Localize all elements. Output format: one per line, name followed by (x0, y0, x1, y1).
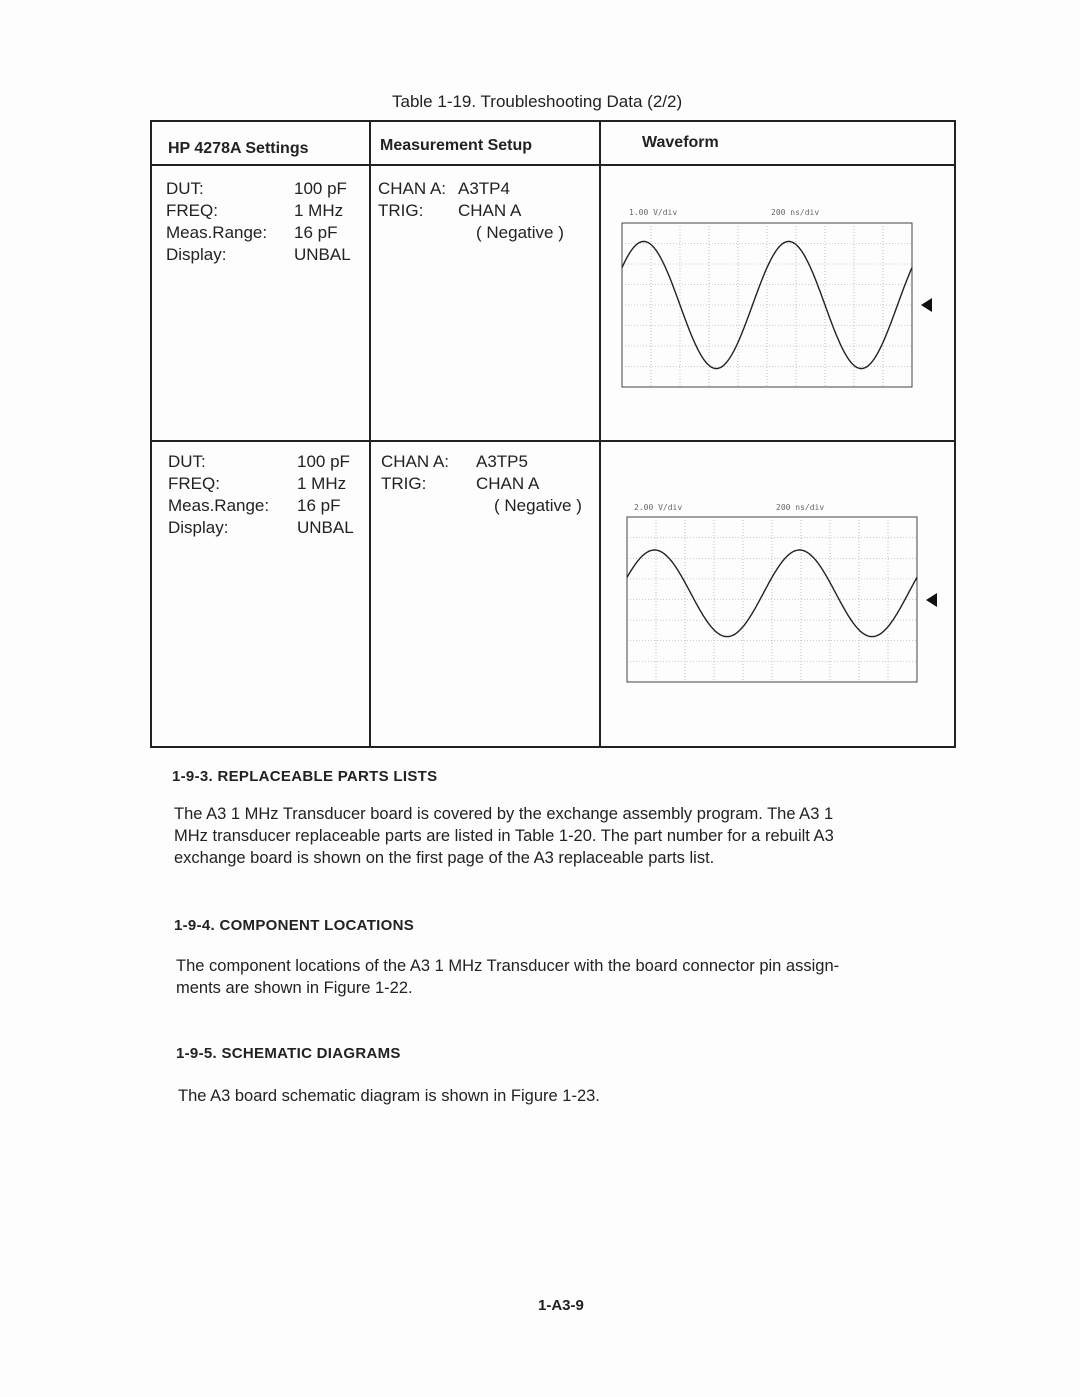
text-line: The component locations of the A3 1 MHz Transducer with the board connector pin assign- (176, 957, 840, 975)
setting-value: UNBAL (297, 518, 354, 537)
header-waveform: Waveform (642, 134, 719, 151)
setup-label: TRIG: (378, 201, 424, 220)
setting-label: Display: (166, 245, 227, 264)
text-line: ments are shown in Figure 1-22. (176, 979, 413, 997)
header-setup: Measurement Setup (380, 137, 533, 154)
setting-label: Display: (168, 518, 229, 537)
setup-value: CHAN A (476, 474, 540, 493)
text-line: exchange board is shown on the first page of the A3 replaceable parts list. (174, 849, 715, 867)
setting-label: FREQ: (166, 201, 218, 220)
time-per-div-label: 200 ns/div (776, 503, 825, 512)
setting-value: 100 pF (297, 452, 350, 471)
oscilloscope-screen (621, 222, 913, 388)
column-divider (599, 122, 601, 746)
volts-per-div-label: 2.00 V/div (634, 503, 683, 512)
setting-value: 1 MHz (294, 201, 344, 220)
setup-label: TRIG: (381, 474, 427, 493)
setting-label: DUT: (166, 179, 204, 198)
setting-value: 100 pF (294, 179, 347, 198)
setting-label: Meas.Range: (168, 496, 270, 515)
section-heading: 1-9-5. SCHEMATIC DIAGRAMS (176, 1045, 401, 1062)
section-paragraph (176, 955, 839, 999)
setup-value: CHAN A (458, 201, 522, 220)
setup-label: CHAN A: (381, 452, 450, 471)
header-divider (152, 164, 954, 166)
row-divider (152, 440, 954, 442)
setting-value: UNBAL (294, 245, 351, 264)
text-line: The A3 board schematic diagram is shown in Figure 1-23. (178, 1087, 600, 1105)
section-paragraph (174, 803, 834, 869)
header-settings: HP 4278A Settings (168, 140, 309, 157)
section-heading: 1-9-3. REPLACEABLE PARTS LISTS (172, 768, 438, 785)
setting-label: DUT: (168, 452, 206, 471)
time-per-div-label: 200 ns/div (771, 208, 820, 217)
setup-value: A3TP4 (458, 179, 510, 198)
page-number: 1-A3-9 (538, 1297, 584, 1314)
text-line: MHz transducer replaceable parts are listed in Table 1-20. The part number for a rebuilt A3 (174, 827, 834, 845)
text-line: The A3 1 MHz Transducer board is covered by the exchange assembly program. The A3 1 (174, 805, 834, 823)
setup-value: ( Negative ) (476, 223, 564, 242)
column-divider (369, 122, 371, 746)
setup-label: CHAN A: (378, 179, 447, 198)
table-caption: Table 1-19. Troubleshooting Data (2/2) (392, 92, 683, 111)
setting-value: 16 pF (294, 223, 338, 242)
trigger-level-marker-icon (921, 298, 932, 312)
section-heading: 1-9-4. COMPONENT LOCATIONS (174, 917, 415, 934)
setting-label: Meas.Range: (166, 223, 268, 242)
volts-per-div-label: 1.00 V/div (629, 208, 678, 217)
setting-label: FREQ: (168, 474, 220, 493)
oscilloscope-screen (626, 516, 918, 683)
setting-value: 16 pF (297, 496, 341, 515)
setup-value: ( Negative ) (494, 496, 582, 515)
trigger-level-marker-icon (926, 593, 937, 607)
setup-value: A3TP5 (476, 452, 528, 471)
setting-value: 1 MHz (297, 474, 347, 493)
section-paragraph (178, 1085, 600, 1107)
